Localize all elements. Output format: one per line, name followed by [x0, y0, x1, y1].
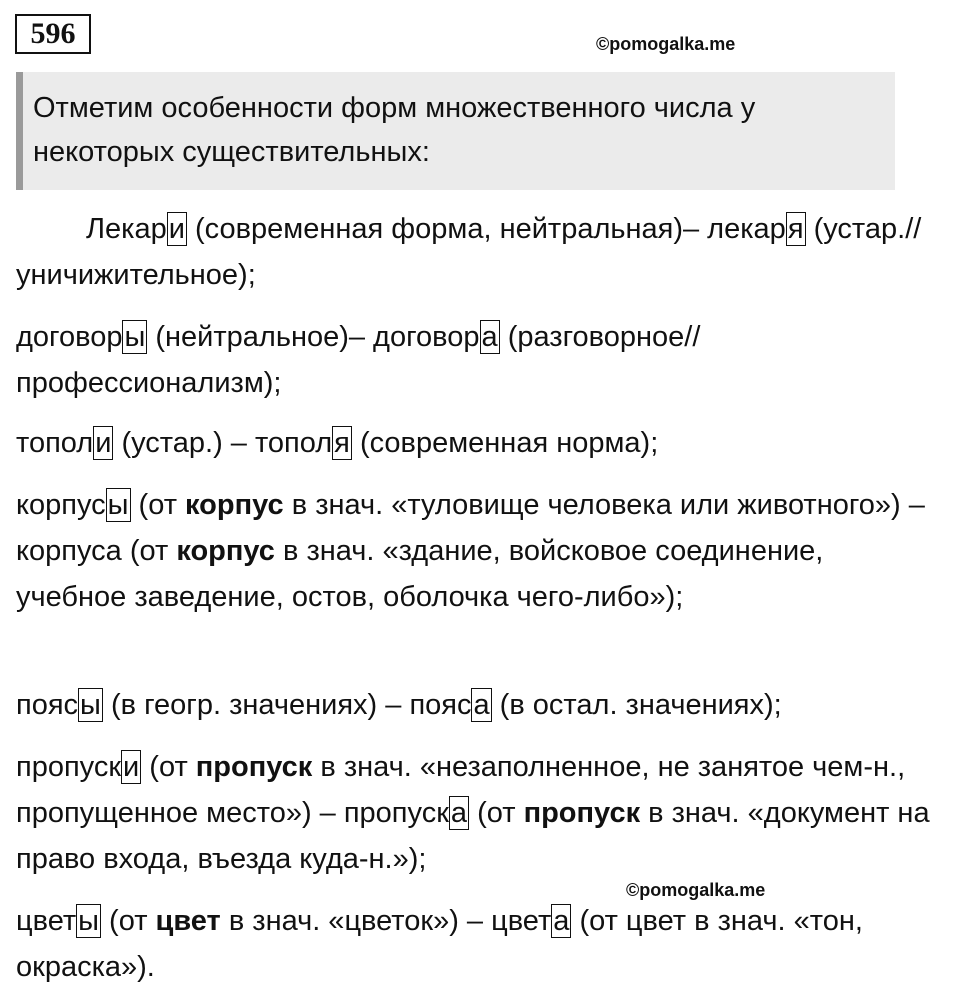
text: (в остал. значениях);	[491, 689, 782, 721]
text: (от цвет в знач. «тон, окраска»).	[16, 905, 863, 983]
entry-poyasy	[16, 682, 936, 728]
text: (современная форма, нейтральная)– лекар	[186, 213, 786, 245]
watermark: ©pomogalka.me	[626, 880, 766, 900]
ending-box: и	[168, 213, 185, 245]
intro-text: Отметим особенности форм множественного числа у некоторых существительных:	[33, 92, 756, 168]
text: (устар.) – топол	[113, 427, 333, 459]
exercise-number: 596	[15, 14, 91, 54]
text: (нейтральное)– договор	[147, 321, 480, 353]
ending-box: я	[787, 213, 804, 245]
bold-term: корпус	[185, 489, 284, 521]
text: в знач. «туловище человека или животного») – корпуса (от	[16, 489, 925, 567]
word: топол	[16, 427, 94, 459]
ending-box: а	[473, 689, 490, 721]
text: (от	[469, 797, 524, 829]
entry-korpusy	[16, 482, 936, 620]
word: пропуск	[16, 751, 122, 783]
ending-box: ы	[80, 689, 101, 721]
watermark: ©pomogalka.me	[596, 34, 736, 54]
text: (от	[100, 905, 156, 937]
word: Лекар	[86, 213, 167, 245]
text: (разговорное// профессионализм);	[16, 321, 701, 399]
entry-lekari	[16, 206, 936, 298]
word: договор	[16, 321, 123, 353]
entry-dogovory	[16, 314, 936, 406]
text: в знач. «здание, войсковое соединение, учебное заведение, остов, оболочка чего-либо»);	[16, 535, 824, 613]
ending-box: ы	[124, 321, 146, 353]
word: цвет	[16, 905, 77, 937]
ending-box: я	[334, 427, 350, 459]
ending-box: ы	[78, 905, 99, 937]
ending-box: а	[450, 797, 468, 829]
bold-term: цвет	[155, 905, 221, 937]
text: (современная норма);	[351, 427, 659, 459]
text: в знач. «документ на право входа, въезда куда-н.»);	[16, 797, 930, 875]
ending-box: а	[481, 321, 498, 353]
word: корпус	[16, 489, 106, 521]
text: (от	[130, 489, 186, 521]
text: в знач. «цветок») – цвет	[220, 905, 552, 937]
word: пояс	[16, 689, 79, 721]
ending-box: а	[553, 905, 570, 937]
text: (от	[141, 751, 196, 783]
bold-term: корпус	[176, 535, 275, 567]
bold-term: пропуск	[523, 797, 641, 829]
ending-box: ы	[107, 489, 129, 521]
bold-term: пропуск	[195, 751, 313, 783]
entry-cvety	[16, 898, 936, 990]
text: в знач. «незаполненное, не занятое чем-н., пропущенное место») – пропуск	[16, 751, 906, 829]
intro-callout	[16, 72, 895, 190]
entry-propuski	[16, 744, 936, 882]
ending-box: и	[123, 751, 140, 783]
text: (устар.// уничижительное);	[16, 213, 922, 291]
entry-topoli	[16, 420, 936, 466]
text: (в геогр. значениях) – пояс	[102, 689, 472, 721]
ending-box: и	[95, 427, 112, 459]
